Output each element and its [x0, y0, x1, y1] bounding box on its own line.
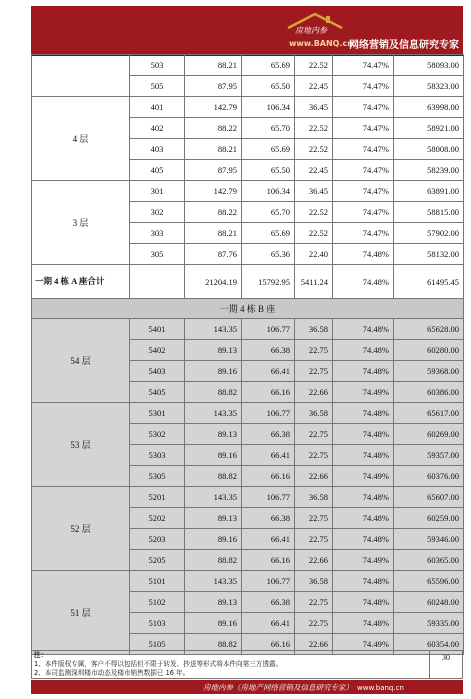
unit-number: 5305: [130, 466, 185, 487]
page-number: 30: [429, 650, 463, 679]
cell-value: 22.52: [295, 55, 333, 76]
cell-value: 22.52: [295, 139, 333, 160]
cell-value: 58239.00: [394, 160, 464, 181]
cell-value: 59346.00: [394, 529, 464, 550]
table-row: [32, 571, 464, 592]
cell-value: 66.38: [242, 424, 295, 445]
cell-value: 87.95: [185, 76, 242, 97]
cell-value: 89.13: [185, 592, 242, 613]
cell-value: 36.45: [295, 181, 333, 202]
unit-number: 5101: [130, 571, 185, 592]
cell-value: 22.52: [295, 202, 333, 223]
cell-value: 65.50: [242, 76, 295, 97]
unit-number: 5303: [130, 445, 185, 466]
cell-value: 65607.00: [394, 487, 464, 508]
cell-value: 22.75: [295, 508, 333, 529]
table-row: [32, 97, 464, 118]
page-footer: [31, 680, 463, 694]
cell-value: 106.77: [242, 487, 295, 508]
cell-value: 65.50: [242, 160, 295, 181]
cell-value: 22.66: [295, 466, 333, 487]
unit-number: 5302: [130, 424, 185, 445]
section-row: [32, 299, 464, 319]
cell-value: 22.75: [295, 613, 333, 634]
cell-value: 74.49%: [333, 382, 394, 403]
total-value: 15792.95: [242, 265, 295, 299]
cell-value: 57902.00: [394, 223, 464, 244]
table-row: [32, 55, 464, 76]
unit-number: 5102: [130, 592, 185, 613]
cell-value: 22.45: [295, 76, 333, 97]
cell-value: 143.35: [185, 571, 242, 592]
cell-value: 60269.00: [394, 424, 464, 445]
cell-value: 74.48%: [333, 361, 394, 382]
header-tagline: 网络营销及信息研究专家: [349, 40, 459, 51]
cell-value: 22.40: [295, 244, 333, 265]
cell-value: 89.13: [185, 508, 242, 529]
unit-number: 505: [130, 76, 185, 97]
cell-value: 143.35: [185, 319, 242, 340]
cell-value: 74.47%: [333, 202, 394, 223]
cell-value: 74.47%: [333, 223, 394, 244]
cell-value: 66.41: [242, 613, 295, 634]
notes-box: [31, 650, 429, 679]
cell-value: 58093.00: [394, 55, 464, 76]
logo-chinese-name: 房地内参: [295, 26, 327, 35]
cell-value: 88.82: [185, 634, 242, 655]
cell-value: 36.58: [295, 403, 333, 424]
cell-value: 66.16: [242, 634, 295, 655]
cell-value: 142.79: [185, 97, 242, 118]
cell-value: 89.16: [185, 529, 242, 550]
cell-value: 65.70: [242, 118, 295, 139]
cell-value: 143.35: [185, 487, 242, 508]
notes-label: 注：: [34, 651, 48, 659]
cell-value: 60248.00: [394, 592, 464, 613]
cell-value: 74.48%: [333, 319, 394, 340]
note-line-1: 1、本件版权专属，客户不得以包括但不限于转发、抄送等形式将本件向第三方透露。: [34, 660, 283, 668]
cell-value: 22.45: [295, 160, 333, 181]
table-row: [32, 403, 464, 424]
unit-number: 5105: [130, 634, 185, 655]
cell-value: 88.22: [185, 118, 242, 139]
cell-value: 66.41: [242, 445, 295, 466]
cell-value: 65.69: [242, 55, 295, 76]
cell-value: 106.77: [242, 403, 295, 424]
unit-number: 5405: [130, 382, 185, 403]
total-value: 74.48%: [333, 265, 394, 299]
cell-value: 88.21: [185, 139, 242, 160]
cell-value: 106.77: [242, 319, 295, 340]
cell-value: 88.82: [185, 466, 242, 487]
cell-value: 143.35: [185, 403, 242, 424]
cell-value: 65.69: [242, 139, 295, 160]
footer-company: 房地内参（房地产网络营销及信息研究专家）: [203, 683, 353, 692]
table-row: [32, 319, 464, 340]
cell-value: 74.49%: [333, 466, 394, 487]
unit-number: 5103: [130, 613, 185, 634]
cell-value: 87.95: [185, 160, 242, 181]
unit-number: 5201: [130, 487, 185, 508]
cell-value: 59368.00: [394, 361, 464, 382]
cell-value: 22.75: [295, 340, 333, 361]
unit-number: 5401: [130, 319, 185, 340]
unit-number: 305: [130, 244, 185, 265]
cell-value: 74.48%: [333, 424, 394, 445]
unit-number: 401: [130, 97, 185, 118]
floor-label: 52 层: [32, 487, 130, 571]
unit-number: 402: [130, 118, 185, 139]
unit-number: 503: [130, 55, 185, 76]
cell-value: 74.47%: [333, 118, 394, 139]
cell-value: 58132.00: [394, 244, 464, 265]
floor-label: [32, 55, 130, 97]
cell-value: 63998.00: [394, 97, 464, 118]
floor-label: 54 层: [32, 319, 130, 403]
cell-value: 66.41: [242, 529, 295, 550]
cell-value: 59357.00: [394, 445, 464, 466]
cell-value: 22.52: [295, 223, 333, 244]
cell-value: 58008.00: [394, 139, 464, 160]
cell-value: 66.38: [242, 508, 295, 529]
cell-value: 89.13: [185, 340, 242, 361]
cell-value: 74.48%: [333, 340, 394, 361]
cell-value: 142.79: [185, 181, 242, 202]
unit-number: 302: [130, 202, 185, 223]
cell-value: 63891.00: [394, 181, 464, 202]
cell-value: 22.52: [295, 118, 333, 139]
footer-url: www.banq.cn: [357, 684, 404, 692]
cell-value: 88.82: [185, 550, 242, 571]
cell-value: 74.47%: [333, 97, 394, 118]
cell-value: 74.49%: [333, 634, 394, 655]
cell-value: 89.16: [185, 613, 242, 634]
cell-value: 60376.00: [394, 466, 464, 487]
unit-number: 5403: [130, 361, 185, 382]
cell-value: 36.58: [295, 319, 333, 340]
page-header: [31, 6, 463, 56]
cell-value: 74.49%: [333, 550, 394, 571]
cell-value: 65.36: [242, 244, 295, 265]
unit-number: 5203: [130, 529, 185, 550]
cell-value: 74.48%: [333, 487, 394, 508]
cell-value: 66.16: [242, 550, 295, 571]
total-label: 一期 4 栋 A 座合计: [32, 265, 130, 299]
floor-label: 4 层: [32, 97, 130, 181]
cell-value: 74.48%: [333, 403, 394, 424]
cell-value: 66.16: [242, 382, 295, 403]
total-row: [32, 265, 464, 299]
unit-number: 5402: [130, 340, 185, 361]
cell-value: 65596.00: [394, 571, 464, 592]
cell-value: 22.75: [295, 592, 333, 613]
cell-value: 66.38: [242, 592, 295, 613]
logo-website: www.BANQ.cn: [289, 39, 353, 48]
unit-number: 405: [130, 160, 185, 181]
cell-value: 60280.00: [394, 340, 464, 361]
cell-value: 74.47%: [333, 181, 394, 202]
table-row: [32, 487, 464, 508]
cell-value: 65617.00: [394, 403, 464, 424]
cell-value: 65.70: [242, 202, 295, 223]
cell-value: 36.58: [295, 487, 333, 508]
total-value: 5411.24: [295, 265, 333, 299]
cell-value: 58323.00: [394, 76, 464, 97]
unit-number: 5205: [130, 550, 185, 571]
cell-value: 88.21: [185, 223, 242, 244]
unit-number: 301: [130, 181, 185, 202]
cell-value: 36.58: [295, 571, 333, 592]
cell-value: 65.69: [242, 223, 295, 244]
note-line-2: 2、本司监测深圳楼市动态及楼市销售数据已 16 年。: [34, 669, 190, 677]
cell-value: 59335.00: [394, 613, 464, 634]
cell-value: 89.16: [185, 445, 242, 466]
cell-value: 74.48%: [333, 592, 394, 613]
cell-value: 22.75: [295, 424, 333, 445]
cell-value: 22.66: [295, 634, 333, 655]
cell-value: 74.48%: [333, 571, 394, 592]
cell-value: 60259.00: [394, 508, 464, 529]
cell-value: 66.41: [242, 361, 295, 382]
cell-value: 58921.00: [394, 118, 464, 139]
cell-value: 74.48%: [333, 508, 394, 529]
total-unit-blank: [130, 265, 185, 299]
cell-value: 74.47%: [333, 160, 394, 181]
cell-value: 22.75: [295, 361, 333, 382]
cell-value: 74.48%: [333, 445, 394, 466]
floor-label: 53 层: [32, 403, 130, 487]
cell-value: 22.66: [295, 550, 333, 571]
cell-value: 89.16: [185, 361, 242, 382]
cell-value: 36.45: [295, 97, 333, 118]
unit-number: 5202: [130, 508, 185, 529]
section-title: 一期 4 栋 B 座: [32, 299, 464, 319]
unit-number: 5301: [130, 403, 185, 424]
cell-value: 87.76: [185, 244, 242, 265]
cell-value: 22.75: [295, 445, 333, 466]
sales-price-table: [31, 54, 464, 655]
cell-value: 60365.00: [394, 550, 464, 571]
cell-value: 22.66: [295, 382, 333, 403]
cell-value: 106.34: [242, 97, 295, 118]
cell-value: 60354.00: [394, 634, 464, 655]
total-value: 61495.45: [394, 265, 464, 299]
cell-value: 74.47%: [333, 55, 394, 76]
cell-value: 88.22: [185, 202, 242, 223]
cell-value: 88.21: [185, 55, 242, 76]
cell-value: 22.75: [295, 529, 333, 550]
unit-number: 303: [130, 223, 185, 244]
cell-value: 66.16: [242, 466, 295, 487]
cell-value: 65628.00: [394, 319, 464, 340]
unit-number: 403: [130, 139, 185, 160]
cell-value: 74.47%: [333, 139, 394, 160]
cell-value: 74.48%: [333, 529, 394, 550]
cell-value: 66.38: [242, 340, 295, 361]
cell-value: 74.48%: [333, 244, 394, 265]
total-value: 21204.19: [185, 265, 242, 299]
cell-value: 88.82: [185, 382, 242, 403]
cell-value: 89.13: [185, 424, 242, 445]
cell-value: 74.47%: [333, 76, 394, 97]
footer-text: [203, 682, 404, 693]
cell-value: 60386.00: [394, 382, 464, 403]
cell-value: 58815.00: [394, 202, 464, 223]
floor-label: 51 层: [32, 571, 130, 655]
cell-value: 74.48%: [333, 613, 394, 634]
table-row: [32, 181, 464, 202]
cell-value: 106.34: [242, 181, 295, 202]
floor-label: 3 层: [32, 181, 130, 265]
cell-value: 106.77: [242, 571, 295, 592]
